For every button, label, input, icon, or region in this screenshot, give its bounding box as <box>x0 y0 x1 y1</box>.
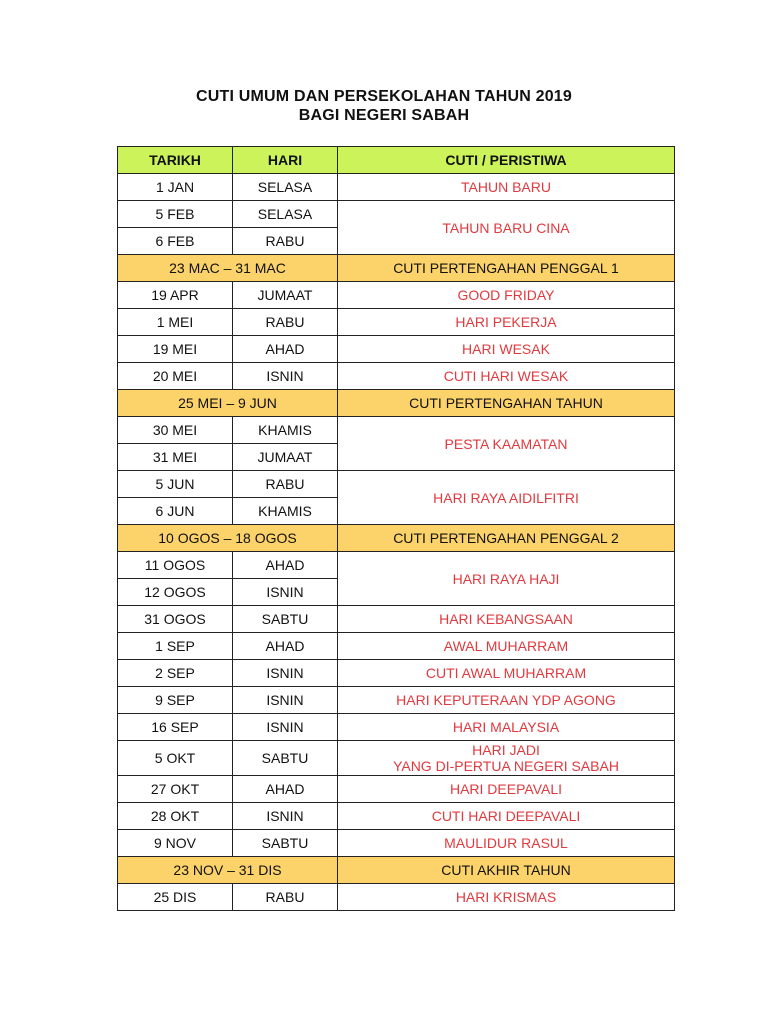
cell-hari: AHAD <box>233 336 338 363</box>
table-row <box>118 687 675 714</box>
table-row <box>118 633 675 660</box>
cell-tarikh: 27 OKT <box>118 776 233 803</box>
table-row <box>118 363 675 390</box>
cell-tarikh: 1 MEI <box>118 309 233 336</box>
cell-tarikh: 6 JUN <box>118 498 233 525</box>
school-break-row <box>118 255 675 282</box>
cell-tarikh: 9 NOV <box>118 830 233 857</box>
cell-tarikh: 9 SEP <box>118 687 233 714</box>
header-cuti: CUTI / PERISTIWA <box>338 147 675 174</box>
cell-hari: AHAD <box>233 552 338 579</box>
cell-hari: SELASA <box>233 174 338 201</box>
cell-hari: SABTU <box>233 830 338 857</box>
cell-hari: SELASA <box>233 201 338 228</box>
cell-cuti: HARI PEKERJA <box>338 309 675 336</box>
table-row <box>118 201 675 228</box>
cell-cuti: HARI KEBANGSAAN <box>338 606 675 633</box>
school-break-row <box>118 390 675 417</box>
cell-tarikh: 30 MEI <box>118 417 233 444</box>
table-row <box>118 174 675 201</box>
cell-cuti <box>338 741 675 776</box>
cell-cuti: CUTI PERTENGAHAN PENGGAL 1 <box>338 255 675 282</box>
cuti-line-2: YANG DI-PERTUA NEGERI SABAH <box>393 758 619 774</box>
cell-hari: ISNIN <box>233 714 338 741</box>
cell-tarikh: 5 JUN <box>118 471 233 498</box>
cell-hari: RABU <box>233 471 338 498</box>
cell-cuti: CUTI HARI DEEPAVALI <box>338 803 675 830</box>
cell-tarikh: 20 MEI <box>118 363 233 390</box>
cell-hari: ISNIN <box>233 660 338 687</box>
table-row <box>118 714 675 741</box>
cell-tarikh: 12 OGOS <box>118 579 233 606</box>
cuti-line-1: HARI JADI <box>472 742 540 758</box>
table-row <box>118 309 675 336</box>
cell-date-range: 10 OGOS – 18 OGOS <box>118 525 338 552</box>
cell-cuti: CUTI HARI WESAK <box>338 363 675 390</box>
cell-hari: ISNIN <box>233 803 338 830</box>
cell-hari: AHAD <box>233 633 338 660</box>
table-row <box>118 417 675 444</box>
cell-hari: AHAD <box>233 776 338 803</box>
cell-date-range: 23 MAC – 31 MAC <box>118 255 338 282</box>
table-row <box>118 803 675 830</box>
cell-date-range: 25 MEI – 9 JUN <box>118 390 338 417</box>
table-row <box>118 471 675 498</box>
header-hari: HARI <box>233 147 338 174</box>
cell-hari: ISNIN <box>233 579 338 606</box>
cell-tarikh: 1 JAN <box>118 174 233 201</box>
cell-tarikh: 31 OGOS <box>118 606 233 633</box>
cell-hari: RABU <box>233 228 338 255</box>
document-subtitle: BAGI NEGERI SABAH <box>298 107 470 124</box>
cell-hari: RABU <box>233 884 338 911</box>
cell-cuti: HARI KEPUTERAAN YDP AGONG <box>338 687 675 714</box>
cell-hari: ISNIN <box>233 363 338 390</box>
table-row <box>118 660 675 687</box>
cell-cuti: AWAL MUHARRAM <box>338 633 675 660</box>
cell-cuti: CUTI AWAL MUHARRAM <box>338 660 675 687</box>
cell-tarikh: 5 FEB <box>118 201 233 228</box>
cell-tarikh: 19 MEI <box>118 336 233 363</box>
table-row <box>118 830 675 857</box>
cell-tarikh: 2 SEP <box>118 660 233 687</box>
cell-cuti: HARI MALAYSIA <box>338 714 675 741</box>
cell-tarikh: 31 MEI <box>118 444 233 471</box>
cell-tarikh: 1 SEP <box>118 633 233 660</box>
cell-tarikh: 28 OKT <box>118 803 233 830</box>
school-break-row <box>118 857 675 884</box>
cell-cuti: TAHUN BARU <box>338 174 675 201</box>
cell-cuti: TAHUN BARU CINA <box>338 201 675 255</box>
cell-cuti: CUTI PERTENGAHAN PENGGAL 2 <box>338 525 675 552</box>
table-row <box>118 741 675 776</box>
cell-tarikh: 5 OKT <box>118 741 233 776</box>
cell-cuti: HARI DEEPAVALI <box>338 776 675 803</box>
cell-cuti: PESTA KAAMATAN <box>338 417 675 471</box>
table-header-row <box>118 147 675 174</box>
cell-cuti: HARI RAYA AIDILFITRI <box>338 471 675 525</box>
cell-hari: KHAMIS <box>233 417 338 444</box>
cell-cuti: GOOD FRIDAY <box>338 282 675 309</box>
holiday-table <box>117 146 675 911</box>
cell-tarikh: 16 SEP <box>118 714 233 741</box>
cell-hari: JUMAAT <box>233 282 338 309</box>
cell-tarikh: 19 APR <box>118 282 233 309</box>
cell-tarikh: 6 FEB <box>118 228 233 255</box>
cell-hari: KHAMIS <box>233 498 338 525</box>
document-title: CUTI UMUM DAN PERSEKOLAHAN TAHUN 2019 <box>195 88 573 105</box>
table-row <box>118 552 675 579</box>
table-row <box>118 884 675 911</box>
table-row <box>118 336 675 363</box>
cell-cuti: MAULIDUR RASUL <box>338 830 675 857</box>
cell-cuti: CUTI PERTENGAHAN TAHUN <box>338 390 675 417</box>
school-break-row <box>118 525 675 552</box>
table-row <box>118 606 675 633</box>
cell-date-range: 23 NOV – 31 DIS <box>118 857 338 884</box>
cell-cuti: HARI RAYA HAJI <box>338 552 675 606</box>
cell-hari: JUMAAT <box>233 444 338 471</box>
cell-hari: SABTU <box>233 606 338 633</box>
table-row <box>118 282 675 309</box>
cell-tarikh: 11 OGOS <box>118 552 233 579</box>
cell-hari: RABU <box>233 309 338 336</box>
cell-cuti: HARI WESAK <box>338 336 675 363</box>
cell-cuti: CUTI AKHIR TAHUN <box>338 857 675 884</box>
header-tarikh: TARIKH <box>118 147 233 174</box>
cell-hari: SABTU <box>233 741 338 776</box>
table-row <box>118 776 675 803</box>
cell-hari: ISNIN <box>233 687 338 714</box>
cell-cuti: HARI KRISMAS <box>338 884 675 911</box>
cell-tarikh: 25 DIS <box>118 884 233 911</box>
